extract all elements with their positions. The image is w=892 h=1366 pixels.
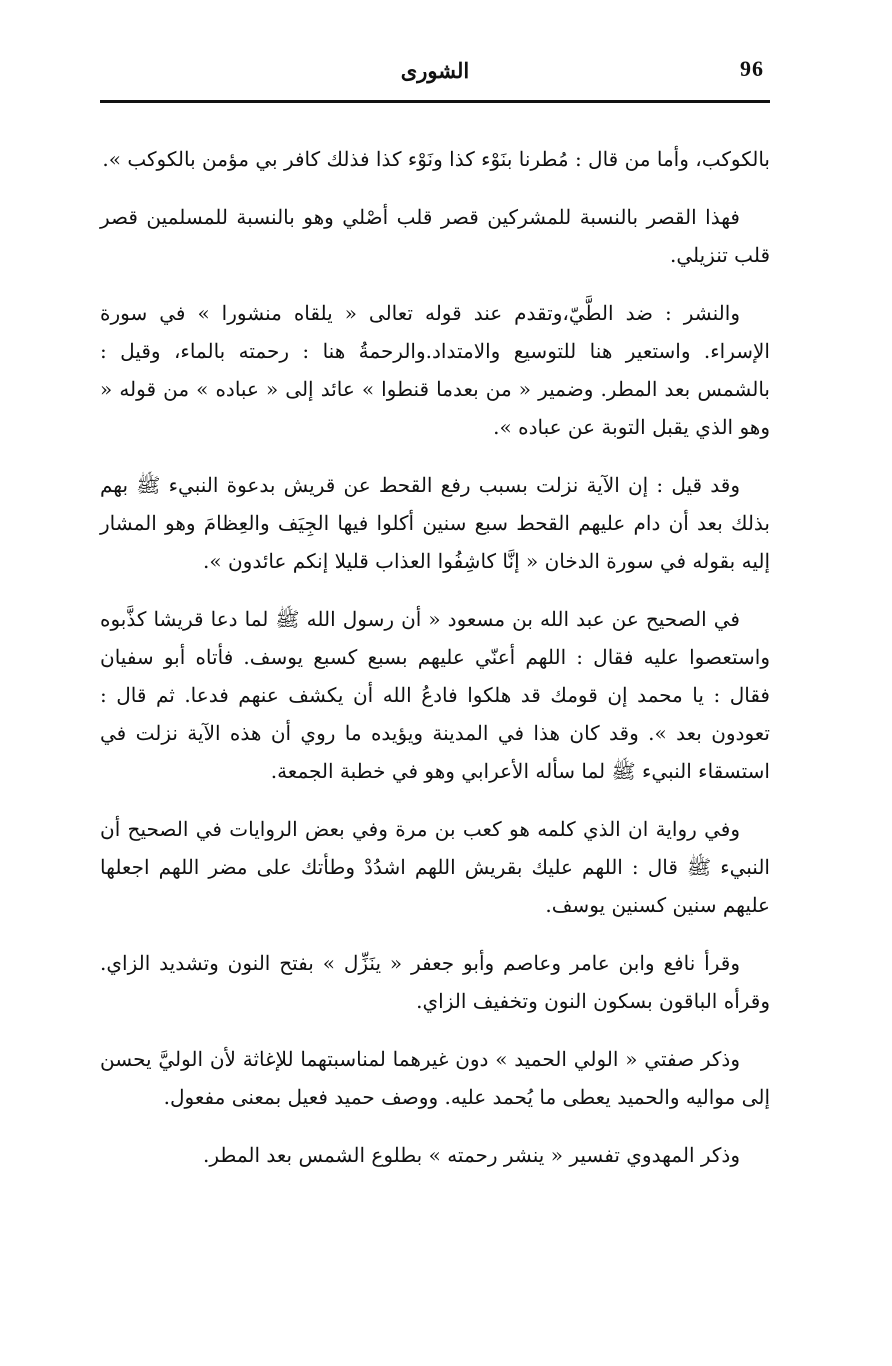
paragraph: وذكر صفتي « الولي الحميد » دون غيرهما لمناسبتهما للإغاثة لأن الوليَّ يحسن إلى مواليه والحميد يعطى ما يُحمد عليه. ووصف حميد فعيل بمعنى مفعول. [100, 1047, 770, 1109]
paragraph: وقد قيل : إن الآية نزلت بسبب رفع القحط عن قريش بدعوة النبيء ﷺ بهم بذلك بعد أن دام عليهم القحط سبع سنين أكلوا فيها الجِيَف والعِظامَ وهو المشار إليه بقوله في سورة الدخان « إنَّا كاشِفُوا العذاب قليلا إنكم عائدون ». [100, 473, 770, 573]
paragraph: وذكر المهدوي تفسير « ينشر رحمته » بطلوع الشمس بعد المطر. [203, 1143, 740, 1167]
page-number: 96 [740, 56, 764, 81]
paragraph: فهذا القصر بالنسبة للمشركين قصر قلب أصْلي وهو بالنسبة للمسلمين قصر قلب تنزيلي. [100, 205, 770, 267]
page-header [100, 56, 770, 96]
paragraph: والنشر : ضد الطَّيّ،وتقدم عند قوله تعالى « يلقاه منشورا » في سورة الإسراء. واستعير هنا للتوسيع والامتداد.والرحمةُ هنا : رحمته بالماء، وقيل : بالشمس بعد المطر. وضمير « من بعدما قنطوا » عائد إلى « عباده » من قوله « وهو الذي يقبل التوبة عن عباده ». [100, 301, 770, 439]
body-text [100, 140, 770, 1194]
header-rule [100, 100, 770, 103]
paragraph: بالكوكب، وأما من قال : مُطرنا بنَوْء كذا ونَوْء كذا فذلك كافر بي مؤمن بالكوكب ». [102, 147, 770, 171]
paragraph: وفي رواية ان الذي كلمه هو كعب بن مرة وفي بعض الروايات في الصحيح أن النبيء ﷺ قال : اللهم عليك بقريش اللهم اشدُدْ وطأتك على مضر اللهم اجعلها عليهم سنين كسنين يوسف. [100, 817, 770, 917]
paragraph: في الصحيح عن عبد الله بن مسعود « أن رسول الله ﷺ لما دعا قريشا كذَّبوه واستعصوا عليه فقال : اللهم أعنّي عليهم بسبع كسبع يوسف. فأتاه أبو سفيان فقال : يا محمد إن قومك قد هلكوا فادعُ الله أن يكشف عنهم فدعا. ثم قال : تعودون بعد ». وقد كان هذا في المدينة ويؤيده ما روي أن هذه الآية نزلت في استسقاء النبيء ﷺ لما سأله الأعرابي وهو في خطبة الجمعة. [100, 607, 770, 783]
running-title: الشورى [400, 58, 470, 83]
paragraph: وقرأ نافع وابن عامر وعاصم وأبو جعفر « ينَزِّل » بفتح النون وتشديد الزاي. وقرأه الباقون بسكون النون وتخفيف الزاي. [100, 951, 770, 1013]
